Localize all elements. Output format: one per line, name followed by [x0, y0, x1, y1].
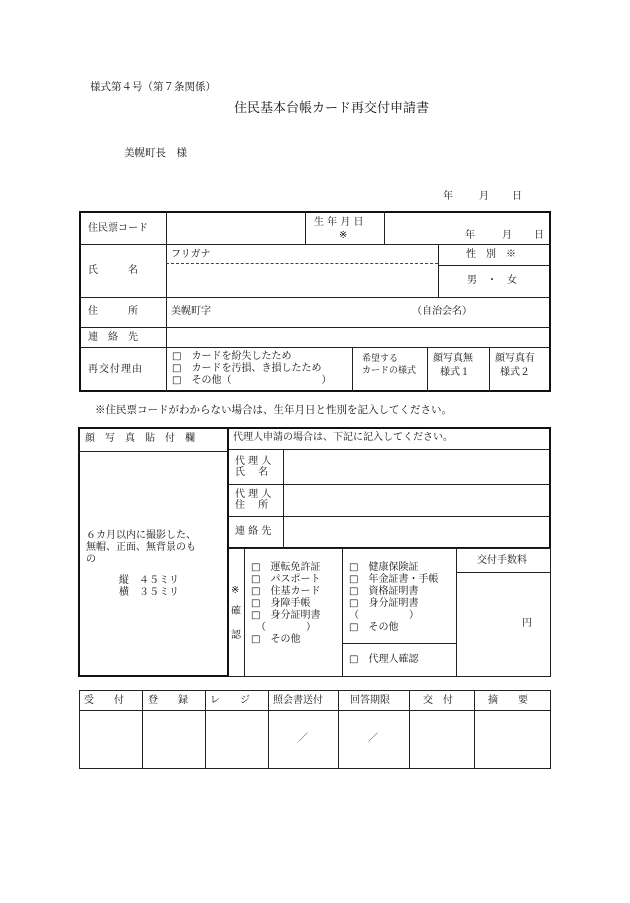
birth-year: 年: [465, 230, 475, 241]
style2-line2[interactable]: 様式２: [500, 367, 530, 378]
photo-size-width: 横 ３５ミリ: [119, 587, 179, 598]
form-number: 様式第４号（第７条関係）: [90, 81, 216, 93]
agent-address-label-2: 住 所: [235, 500, 269, 511]
agent-header: 代理人申請の場合は、下記に記入してください。: [233, 432, 453, 443]
sex-label: 性 別 ※: [466, 249, 516, 260]
agent-contact-field[interactable]: [285, 517, 549, 547]
id-pension-cert[interactable]: □ 年金証書・手帳: [349, 574, 439, 585]
fee-unit: 円: [522, 618, 532, 629]
verify-mark-2: 確: [231, 606, 241, 617]
resident-code-note: ※住民票コードがわからない場合は、生年月日と性別を記入してください。: [95, 404, 452, 416]
reason-damaged[interactable]: □ カードを汚損、き損したため: [172, 363, 322, 374]
agent-address-label-1: 代 理 人: [235, 489, 272, 500]
birth-month: 月: [502, 230, 512, 241]
id-identity-cert-2-paren: （ ）: [349, 610, 419, 621]
photo-size-height: 縦 ４５ミリ: [119, 575, 179, 586]
date-day: 日: [512, 191, 522, 202]
birth-label: 生 年 月 日: [314, 217, 364, 228]
agent-address-field[interactable]: [285, 485, 549, 515]
verify-mark-3: 認: [231, 630, 241, 641]
id-juki-card[interactable]: □ 住基カード: [251, 586, 321, 597]
reason-other[interactable]: □ その他（ ）: [172, 375, 332, 386]
date-year: 年: [443, 191, 453, 202]
office-header-inquiry-sent: 照会書送付: [273, 695, 323, 706]
date-month: 月: [479, 191, 489, 202]
office-header-remarks: 摘 要: [488, 695, 528, 706]
agent-contact-label: 連 絡 先: [235, 526, 272, 537]
furigana-label: フリガナ: [171, 249, 211, 260]
addressee: 美幌町長 様: [124, 147, 187, 159]
office-header-register: レ ジ: [210, 695, 250, 706]
card-style-label-1: 希望する: [362, 354, 399, 364]
office-header-reply-deadline: 回答期限: [350, 695, 390, 706]
card-style-label-2: カードの様式: [362, 366, 417, 376]
deadline-date-slash: ／: [368, 733, 378, 744]
office-header-issue: 交 付: [423, 695, 453, 706]
photo-instruction-1: ６カ月以内に撮影した、: [86, 530, 196, 541]
photo-label: 顔 写 真 貼 付 欄: [85, 433, 195, 444]
office-header-receipt: 受 付: [84, 695, 124, 706]
address-value: 美幌町字: [171, 306, 211, 317]
style1-line2[interactable]: 様式１: [440, 367, 470, 378]
id-identity-cert-1-paren: （ ）: [251, 622, 316, 633]
photo-instruction-2: 無帽、正面、無背景のも: [86, 542, 196, 553]
sex-options[interactable]: 男 ・ 女: [467, 275, 517, 286]
birth-day: 日: [534, 230, 544, 241]
agent-name-field[interactable]: [285, 450, 549, 483]
photo-instruction-3: の: [86, 554, 96, 565]
fee-label: 交付手数料: [477, 555, 527, 566]
agent-name-label-2: 氏 名: [235, 467, 269, 478]
id-identity-cert-1[interactable]: □ 身分証明書: [251, 610, 321, 621]
reason-lost[interactable]: □ カードを紛失したため: [172, 351, 292, 362]
contact-field[interactable]: [167, 328, 550, 346]
style2-line1[interactable]: 顔写真有: [495, 353, 535, 364]
address-label: 住 所: [88, 306, 138, 317]
id-other-2[interactable]: □ その他: [349, 622, 399, 633]
style1-line1[interactable]: 顔写真無: [433, 353, 473, 364]
agent-name-label-1: 代 理 人: [235, 456, 272, 467]
id-passport[interactable]: □ パスポート: [251, 574, 321, 585]
birth-note-mark: ※: [339, 230, 348, 241]
office-header-registration: 登 録: [148, 695, 188, 706]
id-other-1[interactable]: □ その他: [251, 634, 301, 645]
name-field[interactable]: [167, 265, 437, 296]
id-drivers-license[interactable]: □ 運転免許証: [251, 562, 321, 573]
reason-label: 再交付理由: [88, 364, 143, 375]
id-disability-book[interactable]: □ 身障手帳: [251, 598, 311, 609]
form-title: 住民基本台帳カード再交付申請書: [234, 101, 430, 116]
id-qualification-cert[interactable]: □ 資格証明書: [349, 586, 419, 597]
id-identity-cert-2[interactable]: □ 身分証明書: [349, 598, 419, 609]
neighborhood-label: （自治会名）: [412, 306, 472, 317]
name-label: 氏 名: [88, 265, 138, 276]
contact-label: 連 絡 先: [88, 332, 138, 343]
agent-check[interactable]: □ 代理人確認: [349, 654, 419, 665]
verify-mark-1: ※: [231, 585, 240, 596]
resident-code-field[interactable]: [167, 213, 304, 243]
id-health-insurance[interactable]: □ 健康保険証: [349, 562, 419, 573]
resident-code-label: 住民票コード: [88, 223, 148, 234]
inquiry-date-slash: ／: [298, 733, 308, 744]
